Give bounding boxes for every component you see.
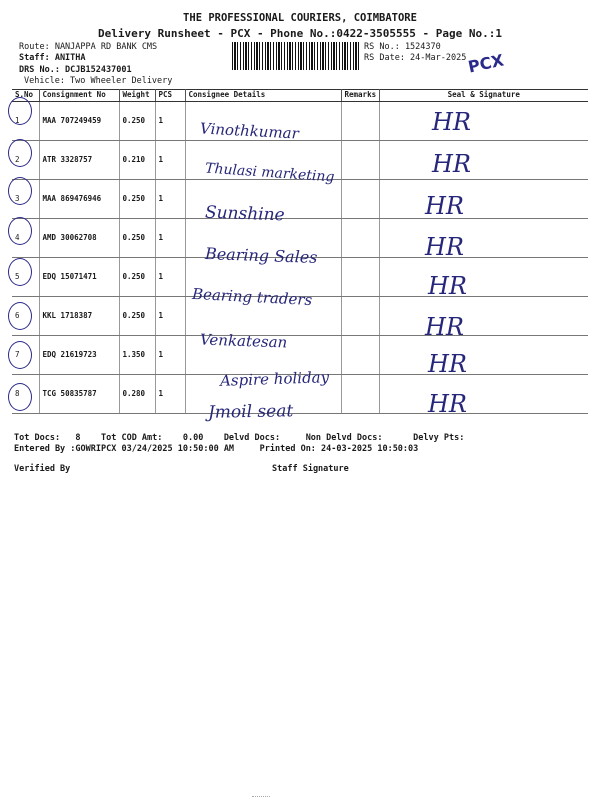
remarks-cell <box>341 102 379 141</box>
barcode <box>232 42 360 70</box>
weight: 0.210 <box>119 141 155 180</box>
row-sno: 3 <box>12 180 39 219</box>
row-sno: 4 <box>12 219 39 258</box>
remarks-cell <box>341 375 379 414</box>
row-sno: 7 <box>12 336 39 375</box>
row-sno: 6 <box>12 297 39 336</box>
weight: 0.280 <box>119 375 155 414</box>
pcs: 1 <box>155 219 185 258</box>
consignee-handwritten: Venkatesan <box>199 330 288 352</box>
signature: HR <box>425 233 464 261</box>
consignee-handwritten: Vinothkumar <box>199 119 300 143</box>
col-sno: S.No <box>12 90 39 102</box>
pcs: 1 <box>155 297 185 336</box>
row-sno: 8 <box>12 375 39 414</box>
pcs: 1 <box>155 180 185 219</box>
consignee-handwritten: Sunshine <box>204 202 285 226</box>
consignment-no: MAA 869476946 <box>39 180 119 219</box>
weight: 0.250 <box>119 258 155 297</box>
weight: 0.250 <box>119 180 155 219</box>
sno-circle <box>8 177 32 205</box>
signature-cell <box>379 258 588 297</box>
rs-number: RS No.: 1524370 <box>364 42 441 52</box>
signature-cell <box>379 102 588 141</box>
sno-circle <box>8 139 32 167</box>
consignment-no: KKL 1718387 <box>39 297 119 336</box>
table-row <box>12 102 588 141</box>
sno-circle <box>8 97 32 125</box>
sno-circle <box>8 258 32 286</box>
col-consignee: Consignee Details <box>185 90 341 102</box>
signature: HR <box>428 390 467 418</box>
entered-by-line: Entered By :GOWRIPCX 03/24/2025 10:50:00 AM Printed On: 24-03-2025 10:50:03 <box>14 444 419 454</box>
route-label: Route: NANJAPPA RD BANK CMS <box>19 42 158 52</box>
sno-circle <box>8 217 32 245</box>
pcx-stamp: PCX <box>466 50 506 77</box>
staff-signature-label: Staff Signature <box>272 464 349 474</box>
weight: 0.250 <box>119 219 155 258</box>
rs-date: RS Date: 24-Mar-2025 <box>364 53 467 63</box>
remarks-cell <box>341 336 379 375</box>
col-remarks: Remarks <box>341 90 379 102</box>
sno-circle <box>8 383 32 411</box>
remarks-cell <box>341 219 379 258</box>
remarks-cell <box>341 180 379 219</box>
weight: 1.350 <box>119 336 155 375</box>
signature-cell <box>379 141 588 180</box>
col-weight: Weight <box>119 90 155 102</box>
signature-cell <box>379 375 588 414</box>
col-signature: Seal & Signature <box>379 90 588 102</box>
consignment-no: EDQ 21619723 <box>39 336 119 375</box>
scan-mark <box>252 796 270 800</box>
consignee-handwritten: Bearing Sales <box>204 244 318 267</box>
remarks-cell <box>341 297 379 336</box>
signature-cell <box>379 336 588 375</box>
col-consignment: Consignment No <box>39 90 119 102</box>
drs-number: DRS No.: DCJB152437001 <box>19 65 132 75</box>
col-pcs: PCS <box>155 90 185 102</box>
signature: HR <box>425 313 464 341</box>
signature-cell <box>379 180 588 219</box>
pcs: 1 <box>155 102 185 141</box>
vehicle-label: Vehicle: Two Wheeler Delivery <box>24 76 173 86</box>
consignment-no: ATR 3328757 <box>39 141 119 180</box>
company-title: THE PROFESSIONAL COURIERS, COIMBATORE <box>183 12 417 24</box>
pcs: 1 <box>155 258 185 297</box>
signature: HR <box>428 272 467 300</box>
totals-line: Tot Docs: 8 Tot COD Amt: 0.00 Delvd Docs: Non Delvd Docs: Delvy Pts: <box>14 433 465 443</box>
consignment-no: AMD 30062708 <box>39 219 119 258</box>
signature: HR <box>432 150 471 178</box>
signature-cell <box>379 219 588 258</box>
signature-cell <box>379 297 588 336</box>
verified-by-label: Verified By <box>14 464 71 474</box>
consignee-handwritten: Jmoil seat <box>207 401 294 423</box>
table-row <box>12 180 588 219</box>
signature: HR <box>432 108 471 136</box>
consignee-handwritten: Aspire holiday <box>219 368 330 390</box>
sno-circle <box>8 341 32 369</box>
consignee-handwritten: Bearing traders <box>191 284 313 310</box>
pcs: 1 <box>155 336 185 375</box>
consignment-no: MAA 707249459 <box>39 102 119 141</box>
staff-label: Staff: ANITHA <box>19 53 86 63</box>
table-header-row <box>12 90 588 102</box>
consignment-no: TCG 50835787 <box>39 375 119 414</box>
row-sno: 2 <box>12 141 39 180</box>
sno-circle <box>8 302 32 330</box>
consignee-handwritten: Thulasi marketing <box>204 160 335 186</box>
remarks-cell <box>341 258 379 297</box>
weight: 0.250 <box>119 297 155 336</box>
row-sno: 1 <box>12 102 39 141</box>
consignment-no: EDQ 15071471 <box>39 258 119 297</box>
signature: HR <box>425 192 464 220</box>
remarks-cell <box>341 141 379 180</box>
weight: 0.250 <box>119 102 155 141</box>
pcs: 1 <box>155 375 185 414</box>
runsheet-subtitle: Delivery Runsheet - PCX - Phone No.:0422-3505555 - Page No.:1 <box>98 27 502 40</box>
pcs: 1 <box>155 141 185 180</box>
signature: HR <box>428 350 467 378</box>
row-sno: 5 <box>12 258 39 297</box>
